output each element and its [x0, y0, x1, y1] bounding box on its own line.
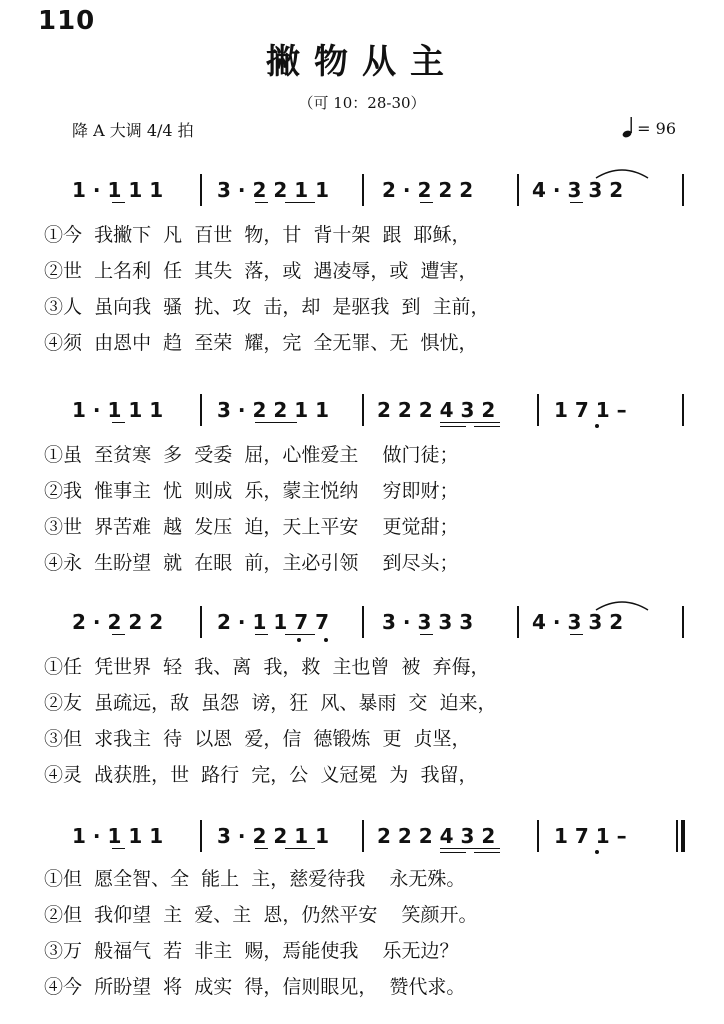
lyric-line: ③人 虽向我 骚 扰、攻 击，却 是驱我 到 主前， — [44, 296, 490, 318]
page-number: 110 — [38, 6, 96, 36]
measure: 1 · 1 1 1 — [72, 178, 164, 202]
scripture-reference: （可 10：28-30） — [298, 94, 426, 112]
low-octave-dot — [324, 638, 328, 642]
lyric-line: ④灵 战获胜，世 路行 完，公 义冠冕 为 我留， — [44, 764, 478, 786]
key-and-meter: 降 A 大调 4/4 拍 — [72, 121, 194, 140]
slur — [594, 598, 650, 612]
barline — [200, 606, 202, 638]
lyric-line: ②但 我仰望 主 爱、主 恩，仍然平安 笑颜开。 — [44, 904, 478, 926]
barline — [517, 174, 519, 206]
barline — [200, 394, 202, 426]
barline — [200, 174, 202, 206]
measure: 4 · 3 3 2 — [532, 178, 624, 202]
quarter-note-icon — [622, 116, 634, 138]
measure: 2 2 2 4 3 2 — [377, 824, 496, 848]
lyric-line: ④须 由恩中 趋 至荣 耀，完 全无罪、无 惧忧， — [44, 332, 478, 354]
score-system-4 — [0, 818, 724, 1018]
barline — [362, 820, 364, 852]
measure: 3 · 2 2 1 1 — [217, 398, 329, 422]
measure: 2 · 2 2 2 — [72, 610, 164, 634]
barline — [362, 394, 364, 426]
measure: 1 7 1 – — [554, 398, 627, 422]
measure: 2 · 2 2 2 — [382, 178, 474, 202]
lyric-line: ③万 般福气 若 非主 赐，焉能使我 乐无边？ — [44, 940, 459, 962]
tempo-value: = 96 — [637, 119, 676, 138]
measure: 1 · 1 1 1 — [72, 398, 164, 422]
lyric-line: ④今 所盼望 将 成实 得，信则眼见， 赞代求。 — [44, 976, 466, 998]
score-system-1 — [0, 172, 724, 372]
lyric-line: ④永 生盼望 就 在眼 前，主必引领 到尽头； — [44, 552, 459, 574]
low-octave-dot — [595, 424, 599, 428]
measure: 2 2 2 4 3 2 — [377, 398, 496, 422]
barline — [682, 174, 684, 206]
measure: 2 · 1 1 7 7 — [217, 610, 329, 634]
slur — [594, 166, 650, 180]
lyric-line: ①任 凭世界 轻 我、离 我，救 主也曾 被 弃侮， — [44, 656, 490, 678]
barline — [682, 394, 684, 426]
lyric-line: ②我 惟事主 忧 则成 乐，蒙主悦纳 穷即财； — [44, 480, 459, 502]
barline — [200, 820, 202, 852]
notation-row — [62, 818, 692, 858]
low-octave-dot — [297, 638, 301, 642]
lyric-line: ①但 愿全智、全 能上 主，慈爱待我 永无殊。 — [44, 868, 466, 890]
lyric-line: ①虽 至贫寒 多 受委 屈，心惟爱主 做门徒； — [44, 444, 459, 466]
final-barline — [676, 820, 685, 852]
notation-row — [62, 172, 692, 212]
barline — [362, 606, 364, 638]
tempo-marking — [622, 116, 676, 138]
measure: 3 · 2 2 1 1 — [217, 178, 329, 202]
measure: 3 · 2 2 1 1 — [217, 824, 329, 848]
barline — [537, 394, 539, 426]
low-octave-dot — [595, 850, 599, 854]
measure: 1 7 1 – — [554, 824, 627, 848]
barline — [682, 606, 684, 638]
measure: 4 · 3 3 2 — [532, 610, 624, 634]
barline — [517, 606, 519, 638]
measure: 1 · 1 1 1 — [72, 824, 164, 848]
lyric-line: ②世 上名利 任 其失 落，或 遇凌辱，或 遭害， — [44, 260, 478, 282]
notation-row — [62, 604, 692, 644]
page-title: 撇物从主 — [266, 42, 458, 82]
measure: 3 · 3 3 3 — [382, 610, 474, 634]
barline — [362, 174, 364, 206]
lyric-line: ③但 求我主 待 以恩 爱，信 德锻炼 更 贞坚， — [44, 728, 471, 750]
lyric-line: ②友 虽疏远，敌 虽怨 谤，狂 风、暴雨 交 迫来， — [44, 692, 497, 714]
barline — [537, 820, 539, 852]
score-system-2 — [0, 392, 724, 592]
score-system-3 — [0, 604, 724, 804]
lyric-line: ③世 界苦难 越 发压 迫，天上平安 更觉甜； — [44, 516, 459, 538]
notation-row — [62, 392, 692, 432]
lyric-line: ①今 我撇下 凡 百世 物，甘 背十架 跟 耶稣， — [44, 224, 471, 246]
